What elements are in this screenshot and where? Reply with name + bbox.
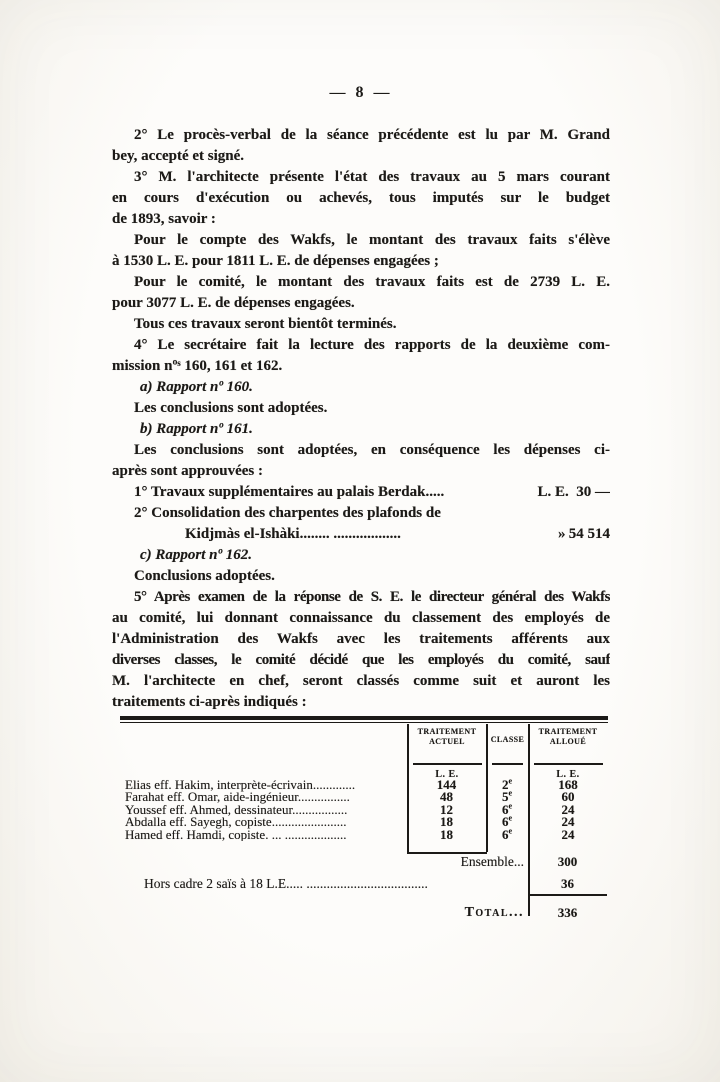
text-line: Tous ces travaux seront bientôt terminés. [134,316,397,332]
classe-value: 6e [501,826,513,842]
traitement-actuel-value: 48 [440,789,453,805]
amount-text: 54 514 [568,526,610,542]
text-line: l'Administration des Wakfs avec les traitements afférents aux [112,631,610,647]
text-line: diverses classes, le comité décidé que les employés du comité, sauf [112,652,610,668]
traitement-actuel-value: 18 [440,826,453,842]
currency-label-actuel: L. E. [435,769,459,780]
text-line: 2° Consolidation des charpentes des plafonds de [134,505,441,521]
text-line-left: Kidjmàs el-Ishàki........ .................. [185,526,401,542]
col-header-line: TRAITEMENT [538,727,598,736]
traitement-actuel-value: 12 [440,801,453,817]
text-line: Les conclusions sont adoptées, en conséquence les dépenses ci- [134,442,610,458]
employee-name: Hamed eff. Hamdi, copiste. ... ................... [125,828,347,842]
traitement-alloue-value: 60 [561,789,575,805]
table-row [120,813,608,830]
body-text [112,125,610,713]
ordinal-suffix: e [508,789,513,799]
ordinal-suffix: e [508,776,513,786]
table-rows [120,776,608,842]
page-number: — 8 — [329,84,393,101]
ensemble-label: Ensemble... [460,854,524,869]
text-line: au comité, lui donnant connaissance du classement des employés de [112,610,610,626]
header-underline [534,763,603,765]
text-line: c) Rapport nº 162. [140,547,253,563]
text-line: bey, accepté et signé. [112,148,245,164]
currency-label-alloue: L. E. [556,769,580,780]
text-line: Les conclusions sont adoptées. [134,400,328,416]
text-line: après sont approuvées : [112,463,263,479]
text-line: Pour le compte des Wakfs, le montant des travaux faits s'élève [134,232,610,248]
employee-name: Youssef eff. Ahmed, dessinateur................. [125,803,348,817]
employee-name: Elias eff. Hakim, interprète-écrivain............. [125,779,356,792]
text-line: 4° Le secrétaire fait la lecture des rapports de la deuxième com- [134,337,610,353]
salary-table [120,716,608,934]
total-rule [529,894,607,896]
text-line: Conclusions adoptées. [134,568,275,584]
classe-value: 6e [501,801,513,817]
col-header-traitement-actuel [408,727,486,747]
ensemble-value: 300 [557,854,578,869]
total-label: Total... [464,905,524,920]
text-line: traitements ci-après indiqués : [112,694,307,710]
traitement-actuel-value: 18 [440,814,453,830]
text-line: 5° Après examen de la réponse de S. E. le directeur général des Wakfs [134,589,610,605]
total-value: 336 [557,905,578,920]
traitement-alloue-value: 168 [558,777,578,792]
text-line [112,524,610,545]
header-underline [413,763,482,765]
col-header-line: TRAITEMENT [417,727,477,736]
text-line: pour 3077 L. E. de dépenses engagées. [112,295,355,311]
text-line: M. l'architecte en chef, seront classés comme suit et auront les [112,673,610,689]
text-line: b) Rapport nº 161. [140,421,253,437]
ordinal-suffix: e [508,813,513,823]
col-header-line: ACTUEL [429,737,465,746]
text-line: en cours d'exécution ou achevés, tous imputés sur le budget [112,190,610,206]
traitement-actuel-value: 144 [436,777,457,792]
col-header-line: ALLOUÉ [549,737,587,746]
text-line: a) Rapport nº 160. [140,379,253,395]
classe-value: 2e [501,776,513,792]
text-line [112,482,610,503]
amount-text: L. E. 30 — [537,484,610,500]
table-row [120,791,608,803]
text-line: mission nºˢ 160, 161 et 162. [112,358,283,374]
classe-value: 6e [501,813,513,830]
hors-cadre-label: Hors cadre 2 saïs à 18 L.E..... .................................... [144,876,428,891]
traitement-alloue-value: 24 [561,826,575,842]
col-header-traitement-alloue [529,727,607,747]
table-row [120,826,608,842]
ordinal-suffix: e [508,826,513,836]
traitement-alloue-value: 24 [561,814,575,830]
ordinal-suffix: e [508,801,513,811]
text-line: à 1530 L. E. pour 1811 L. E. de dépenses engagées ; [112,253,439,269]
text-line-left: 1° Travaux supplémentaires au palais Berdak..... [134,484,445,500]
text-line: de 1893, savoir : [112,211,216,227]
text-line: 3° M. l'architecte présente l'état des travaux au 5 mars courant [134,169,610,185]
text-line: Pour le comité, le montant des travaux faits est de 2739 L. E. [134,274,610,290]
hors-cadre-value: 36 [561,876,574,891]
table-row [120,776,608,792]
col-header-classe: CLASSE [490,735,525,744]
employee-name: Abdalla eff. Sayegh, copiste....................... [125,816,347,829]
text-line: 2° Le procès-verbal de la séance précédente est lu par M. Grand [134,127,610,143]
header-underline [492,763,523,765]
traitement-alloue-value: 24 [561,801,575,817]
table-row [120,801,608,817]
table-top-rule [120,716,608,723]
classe-value: 5e [501,789,513,805]
employee-name: Farahat eff. Omar, aide-ingénieur................ [125,791,350,804]
ditto-mark: » [558,526,566,542]
